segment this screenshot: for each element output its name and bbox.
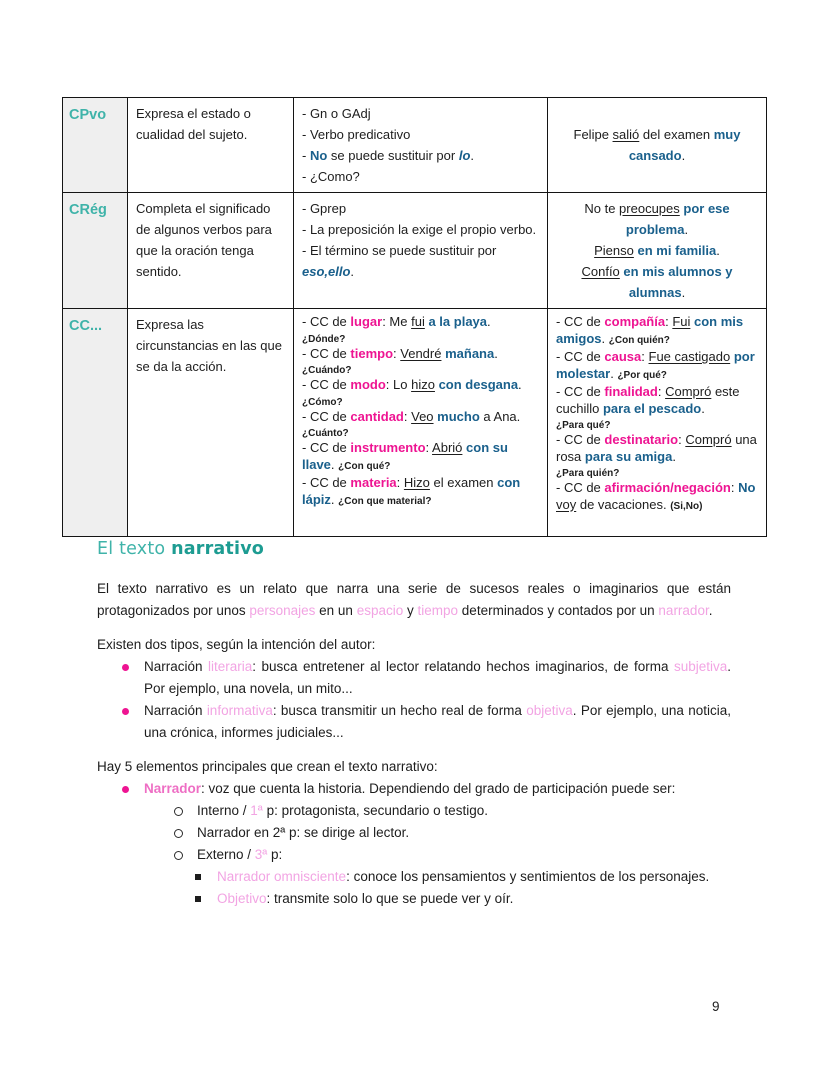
text-segment: preocupes — [619, 201, 680, 216]
text-segment: ¿Con qué? — [338, 460, 391, 472]
text-segment: literaria — [208, 659, 253, 674]
text-segment: muy cansado — [628, 127, 741, 163]
cell-line — [556, 314, 758, 349]
text-segment: - CC de — [556, 480, 605, 495]
text-segment: ¿Por qué? — [617, 369, 667, 381]
text-segment: . Por ejemplo, una noticia, una crónica, informes judiciales... — [144, 703, 731, 740]
text-segment: - ¿Como? — [302, 169, 360, 184]
text-segment: ¿Para qué? — [556, 420, 611, 431]
text-segment: ¿Dónde? — [302, 333, 346, 345]
table-row — [63, 309, 767, 537]
text-segment: : — [393, 345, 401, 361]
text-segment: en mi familia — [637, 243, 717, 258]
text-segment: en mis alumnos y alumnas — [623, 264, 733, 300]
cell-features — [294, 98, 548, 193]
text-segment: . — [601, 330, 609, 346]
cell-category: CRég — [63, 193, 128, 309]
cell-definition — [128, 193, 294, 309]
text-segment: destinatario — [604, 432, 679, 447]
text-segment: : — [425, 440, 433, 455]
table-row — [63, 193, 767, 309]
text-segment: . — [470, 148, 475, 163]
text-segment: Expresa las circunstancias en las que se da la acción. — [136, 317, 282, 374]
text-segment: en un — [315, 603, 357, 618]
text-segment: : — [641, 349, 649, 364]
text-segment: - CC de — [556, 432, 605, 447]
cell-example — [548, 98, 767, 193]
cell-line — [302, 425, 539, 440]
text-segment: : — [403, 408, 412, 424]
text-segment: modo — [350, 377, 386, 392]
text-segment: . — [672, 448, 676, 464]
cell-line — [302, 145, 539, 166]
text-segment: este cuchillo — [556, 384, 740, 416]
text-segment: afirmación/negación — [604, 480, 731, 495]
text-segment: Compró — [685, 432, 732, 447]
cell-example — [548, 193, 767, 309]
text-segment: el examen — [429, 475, 498, 490]
cell-definition — [128, 98, 294, 193]
cell-line — [556, 124, 758, 166]
text-segment: Abrió — [432, 440, 463, 455]
text-segment: Objetivo — [217, 891, 267, 906]
text-segment: . — [684, 222, 689, 237]
text-segment: salió — [612, 127, 640, 142]
heading-emphasis: narrativo — [171, 539, 265, 559]
cell-line — [302, 409, 539, 426]
text-segment: informativa — [206, 703, 273, 718]
cell-line — [302, 124, 539, 145]
text-segment: instrumento — [350, 440, 426, 455]
text-segment: No — [309, 148, 328, 163]
cell-line — [556, 240, 758, 261]
text-segment: - El término se puede sustituir por — [302, 243, 497, 258]
text-segment: personajes — [249, 603, 316, 618]
text-segment: espacio — [356, 603, 404, 618]
text-segment: : — [396, 475, 404, 490]
text-segment: . — [330, 456, 339, 472]
text-segment: Interno / — [197, 803, 251, 818]
text-segment: por ese problema — [625, 201, 730, 237]
text-segment: - CC de — [302, 475, 351, 490]
text-segment: : Lo — [385, 377, 412, 392]
text-segment: por molestar — [556, 349, 755, 381]
text-segment: : — [678, 432, 686, 447]
text-segment: Felipe — [573, 127, 613, 142]
list-item — [97, 866, 731, 888]
grammar-table-body — [63, 98, 767, 537]
text-segment: con lápiz — [302, 475, 521, 507]
cell-line — [136, 103, 285, 145]
text-segment: compañía — [604, 314, 666, 329]
cell-line — [302, 475, 539, 510]
text-segment: voy — [556, 496, 577, 512]
text-segment: - CC de — [556, 384, 605, 399]
text-segment: Hay 5 elementos principales que crean el texto narrativo: — [97, 759, 438, 774]
text-segment: Fui — [672, 314, 691, 329]
cell-line — [302, 331, 539, 346]
text-segment: - CC de — [302, 377, 351, 392]
text-segment: ¿Con quién? — [608, 334, 670, 346]
text-segment: finalidad — [604, 384, 658, 399]
text-segment: hizo — [411, 377, 435, 392]
text-segment: Completa el significado de algunos verbos para que la oración tenga sentido. — [136, 201, 272, 279]
text-segment: Narración — [144, 659, 208, 674]
text-segment: Narrador en 2ª p: se dirige al lector. — [197, 825, 410, 840]
text-segment: Expresa el estado o cualidad del sujeto. — [136, 106, 251, 142]
text-segment: 3ª — [254, 847, 268, 862]
text-segment: No — [738, 480, 756, 495]
text-segment: El texto narrativo es un relato que narra una serie de sucesos reales o imaginarios que están protagonizados por unos — [97, 581, 731, 618]
cell-features — [294, 309, 548, 537]
list-item — [97, 888, 731, 910]
text-segment: Narración — [144, 703, 207, 718]
list-item — [97, 822, 731, 844]
spacer — [97, 622, 731, 634]
text-segment: : — [657, 384, 666, 399]
text-segment: con mis amigos — [556, 314, 744, 346]
text-segment: tiempo — [350, 345, 394, 361]
text-segment: . — [350, 264, 355, 279]
text-segment: lo — [458, 148, 471, 163]
paragraph — [97, 578, 731, 622]
text-segment: . — [681, 148, 686, 163]
text-segment: a Ana. — [479, 408, 521, 424]
cell-line — [302, 346, 539, 363]
text-segment: - Gprep — [302, 201, 347, 216]
text-segment: - Gn o GAdj — [302, 106, 371, 121]
text-segment: determinados y contados por un — [458, 603, 659, 618]
text-segment: ¿Para quién? — [556, 468, 620, 479]
text-segment: : — [665, 314, 673, 329]
text-segment: con desgana — [438, 377, 519, 392]
cell-line — [302, 219, 539, 240]
text-segment: : busca transmitir un hecho real de forma — [272, 703, 527, 718]
text-segment: objetiva — [526, 703, 573, 718]
paragraph — [97, 634, 731, 656]
text-segment: - CC de — [556, 314, 605, 329]
text-segment: del examen — [639, 127, 714, 142]
text-segment: No te — [584, 201, 620, 216]
text-segment: Compró — [665, 384, 712, 399]
text-segment: Hizo — [403, 475, 430, 490]
text-segment: y — [403, 603, 418, 618]
text-segment: Pienso — [594, 243, 634, 258]
text-segment: ¿Cómo? — [302, 396, 343, 408]
narrative-section — [97, 536, 731, 910]
text-segment: ¿Con que material? — [338, 495, 432, 507]
text-segment: (Si,No) — [670, 500, 703, 512]
text-segment: Narrador omnisciente — [217, 869, 347, 884]
text-segment: . — [708, 603, 713, 618]
list-item — [97, 844, 731, 866]
text-segment: Narrador — [144, 781, 202, 796]
paragraph — [97, 756, 731, 778]
list-item — [97, 700, 731, 744]
text-segment: Veo — [411, 408, 434, 424]
section-heading — [97, 536, 731, 562]
text-segment: . — [701, 400, 705, 416]
text-segment: - Verbo predicativo — [302, 127, 411, 142]
text-segment: . — [518, 377, 522, 392]
text-segment: - CC de — [302, 314, 351, 329]
text-segment: p: — [267, 847, 283, 862]
cell-line — [556, 198, 758, 240]
text-segment: Existen dos tipos, según la intención del autor: — [97, 637, 376, 652]
cell-example — [548, 309, 767, 537]
text-segment: una rosa — [556, 432, 757, 464]
cell-category: CC... — [63, 309, 128, 537]
text-segment: - CC de — [556, 349, 605, 364]
text-segment: lugar — [350, 314, 383, 329]
text-segment: - CC de — [302, 345, 351, 361]
list-item — [97, 778, 731, 800]
text-segment: subjetiva — [673, 659, 728, 674]
cell-line — [302, 240, 539, 282]
text-segment: tiempo — [417, 603, 459, 618]
list-item — [97, 656, 731, 700]
text-segment: Confío — [581, 264, 620, 279]
text-segment: : transmite solo lo que se puede ver y oír. — [266, 891, 514, 906]
cell-line — [136, 314, 285, 377]
cell-line — [556, 480, 758, 515]
text-segment: : conoce los pensamientos y sentimientos de los personajes. — [346, 869, 710, 884]
list-item — [97, 800, 731, 822]
page-number: 9 — [712, 999, 720, 1014]
text-segment: - La preposición la exige el propio verbo. — [302, 222, 537, 237]
text-segment: Externo / — [197, 847, 255, 862]
table-row — [63, 98, 767, 193]
cell-line — [556, 261, 758, 303]
text-segment: . Por ejemplo, una novela, un mito... — [144, 659, 731, 696]
cell-line — [556, 417, 758, 432]
text-segment: para su amiga — [584, 448, 673, 464]
text-segment: con su llave — [302, 440, 508, 472]
text-segment: : Me — [382, 314, 412, 329]
cell-line — [302, 394, 539, 409]
text-segment: : — [730, 480, 739, 495]
cell-line — [556, 432, 758, 465]
text-segment: : busca entretener al lector relatando hechos imaginarios, de forma — [252, 659, 674, 674]
text-segment: 1ª — [250, 803, 263, 818]
text-segment: . — [330, 491, 339, 507]
text-segment: . — [681, 285, 686, 300]
text-segment: mañana — [445, 345, 495, 361]
spacer — [97, 744, 731, 756]
text-segment: a la playa — [428, 314, 488, 329]
cell-line — [302, 362, 539, 377]
text-segment: . — [610, 365, 618, 381]
cell-line — [302, 440, 539, 475]
cell-line — [302, 314, 539, 331]
text-segment: ¿Cuánto? — [302, 428, 349, 439]
text-segment: Vendré — [400, 345, 442, 361]
cell-line — [302, 198, 539, 219]
grammar-complements-table — [62, 97, 767, 537]
cell-line — [302, 166, 539, 187]
text-segment: mucho — [437, 408, 480, 424]
cell-line — [556, 465, 758, 480]
text-segment: : voz que cuenta la historia. Dependiendo del grado de participación puede ser: — [201, 781, 676, 796]
cell-line — [302, 377, 539, 394]
text-segment: - CC de — [302, 440, 351, 455]
cell-features — [294, 193, 548, 309]
content-flow — [97, 578, 731, 910]
text-segment: materia — [350, 475, 397, 490]
text-segment: narrador — [658, 603, 709, 618]
cell-line — [556, 384, 758, 417]
text-segment: para el pescado — [602, 400, 702, 416]
text-segment: causa — [604, 349, 642, 364]
text-segment: se puede sustituir por — [327, 148, 459, 163]
text-segment: . — [487, 314, 491, 329]
text-segment: fui — [411, 314, 425, 329]
text-segment: p: protagonista, secundario o testigo. — [262, 803, 488, 818]
cell-line — [136, 198, 285, 282]
cell-line — [556, 349, 758, 384]
text-segment: ¿Cuándo? — [302, 365, 352, 376]
cell-definition — [128, 309, 294, 537]
text-segment: eso,ello — [302, 264, 351, 279]
cell-line — [302, 103, 539, 124]
text-segment: Fue castigado — [648, 349, 731, 364]
text-segment: . — [716, 243, 720, 258]
text-segment: . — [494, 345, 498, 361]
heading-prefix: El texto — [97, 539, 172, 559]
cell-category: CPvo — [63, 98, 128, 193]
text-segment: - — [302, 148, 310, 163]
text-segment: cantidad — [350, 408, 404, 424]
text-segment: - CC de — [302, 408, 351, 424]
text-segment: de vacaciones. — [576, 496, 671, 512]
